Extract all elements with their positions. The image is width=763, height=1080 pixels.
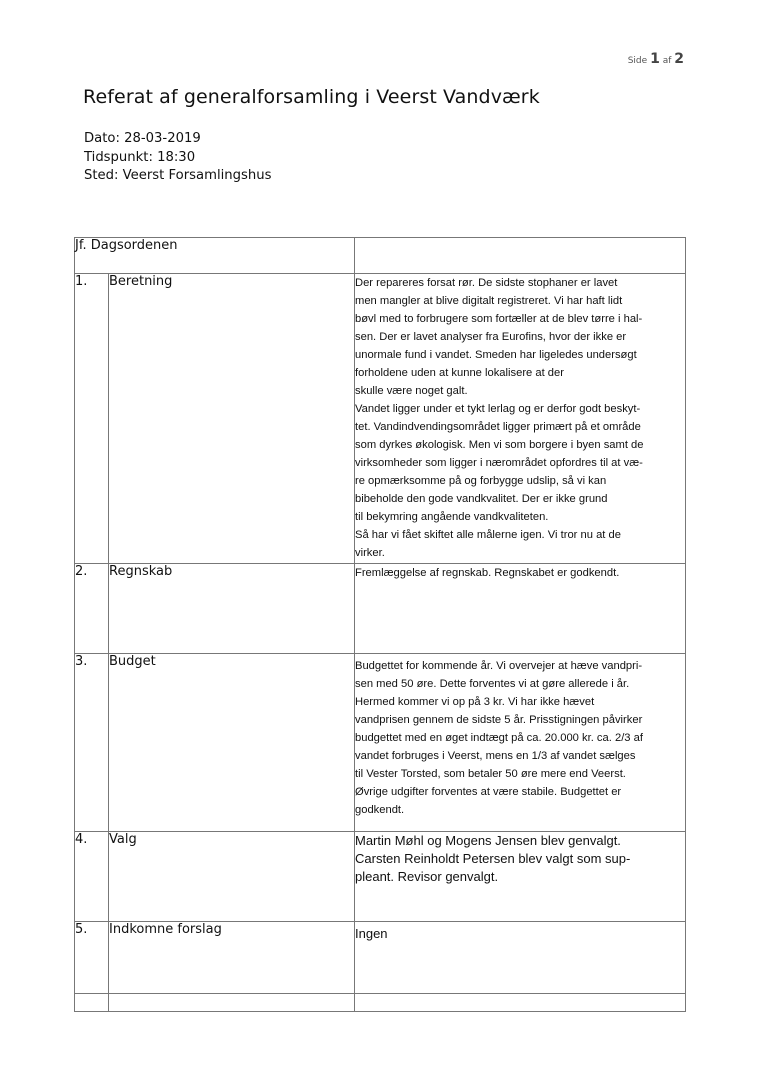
item-title: Indkomne forslag [109,922,355,994]
text-line: Der repareres forsat rør. De sidste stophaner er lavet [355,277,618,289]
text-line: re opmærksomme på og forbygge udslip, så vi kan [355,475,607,487]
text-line: som dyrkes økologisk. Men vi som borgere i byen samt de [355,439,644,451]
text-line: skulle være noget galt. [355,385,468,397]
item-title: Valg [109,832,355,922]
item-number: 1. [75,274,109,564]
text-line: Martin Møhl og Mogens Jensen blev genvalgt. [355,833,621,848]
agenda-table [74,237,686,1012]
item-text [355,832,686,922]
text-line: Fremlæggelse af regnskab. Regnskabet er godkendt. [355,567,620,579]
table-header-row [75,238,686,274]
text-line: Så har vi fået skiftet alle målerne igen. Vi tror nu at de [355,529,621,541]
text-line: bibeholde den gode vandkvalitet. Der er ikke grund [355,493,608,505]
item-text [355,564,686,654]
meeting-date: Dato: 28-03-2019 [84,131,201,146]
text-line: men mangler at blive digitalt registreret. Vi har haft lidt [355,295,623,307]
text-line: Carsten Reinholdt Petersen blev valgt som sup- [355,851,631,866]
meeting-place: Sted: Veerst Forsamlingshus [84,168,272,183]
page-current: 1 [650,51,660,67]
text-line: pleant. Revisor genvalgt. [355,869,499,884]
text-line: unormale fund i vandet. Smeden har ligeledes undersøgt [355,349,637,361]
document-title: Referat af generalforsamling i Veerst Vandværk [83,86,540,108]
table-row [75,274,686,564]
table-row [75,832,686,922]
item-number: 5. [75,922,109,994]
text-line: Øvrige udgifter forventes at være stabile. Budgettet er [355,786,622,798]
item-number: 2. [75,564,109,654]
text-line: bøvl med to forbrugere som fortæller at de blev tørre i hal- [355,313,643,325]
text-line: budgettet med en øget indtægt på ca. 20.000 kr. ca. 2/3 af [355,732,643,744]
text-line: godkendt. [355,804,405,816]
table-row [75,922,686,994]
text-line: tet. Vandindvendingsområdet ligger primært på et område [355,421,641,433]
page-number [560,51,684,67]
table-row [75,994,686,1012]
empty-cell [109,994,355,1012]
empty-cell [75,994,109,1012]
text-line: vandprisen gennem de sidste 5 år. Prisstigningen påvirker [355,714,643,726]
item-title: Beretning [109,274,355,564]
text-line: forholdene uden at kunne lokalisere at der [355,367,564,379]
item-text [355,654,686,832]
table-row [75,654,686,832]
meeting-details [84,130,271,186]
text-line: Budgettet for kommende år. Vi overvejer at hæve vandpri- [355,660,643,672]
text-line: til Vester Torsted, som betaler 50 øre mere end Veerst. [355,768,626,780]
item-number: 4. [75,832,109,922]
item-text [355,922,686,994]
text-line: vandet forbruges i Veerst, mens en 1/3 af vandet sælges [355,750,636,762]
item-number: 3. [75,654,109,832]
table-row [75,564,686,654]
meeting-time: Tidspunkt: 18:30 [84,149,196,165]
item-title: Budget [109,654,355,832]
text-line: virker. [355,547,385,559]
empty-cell [355,238,686,274]
text-line: Vandet ligger under et tykt lerlag og er derfor godt beskyt- [355,403,641,415]
empty-cell [355,994,686,1012]
text-line: Ingen [355,926,388,941]
item-title: Regnskab [109,564,355,654]
text-line: Hermed kommer vi op på 3 kr. Vi har ikke hævet [355,696,595,708]
text-line: sen. Der er lavet analyser fra Eurofins, hvor der ikke er [355,331,627,343]
agenda-header: Jf. Dagsordenen [75,238,355,274]
text-line: sen med 50 øre. Dette forventes vi at gøre allerede i år. [355,678,630,690]
item-text [355,274,686,564]
page-of-label: af [662,56,672,66]
text-line: til bekymring angående vandkvaliteten. [355,511,549,523]
page-total: 2 [674,51,684,67]
text-line: virksomheder som ligger i nærområdet opfordres til at væ- [355,457,643,469]
page-side-label: Side [627,56,648,66]
